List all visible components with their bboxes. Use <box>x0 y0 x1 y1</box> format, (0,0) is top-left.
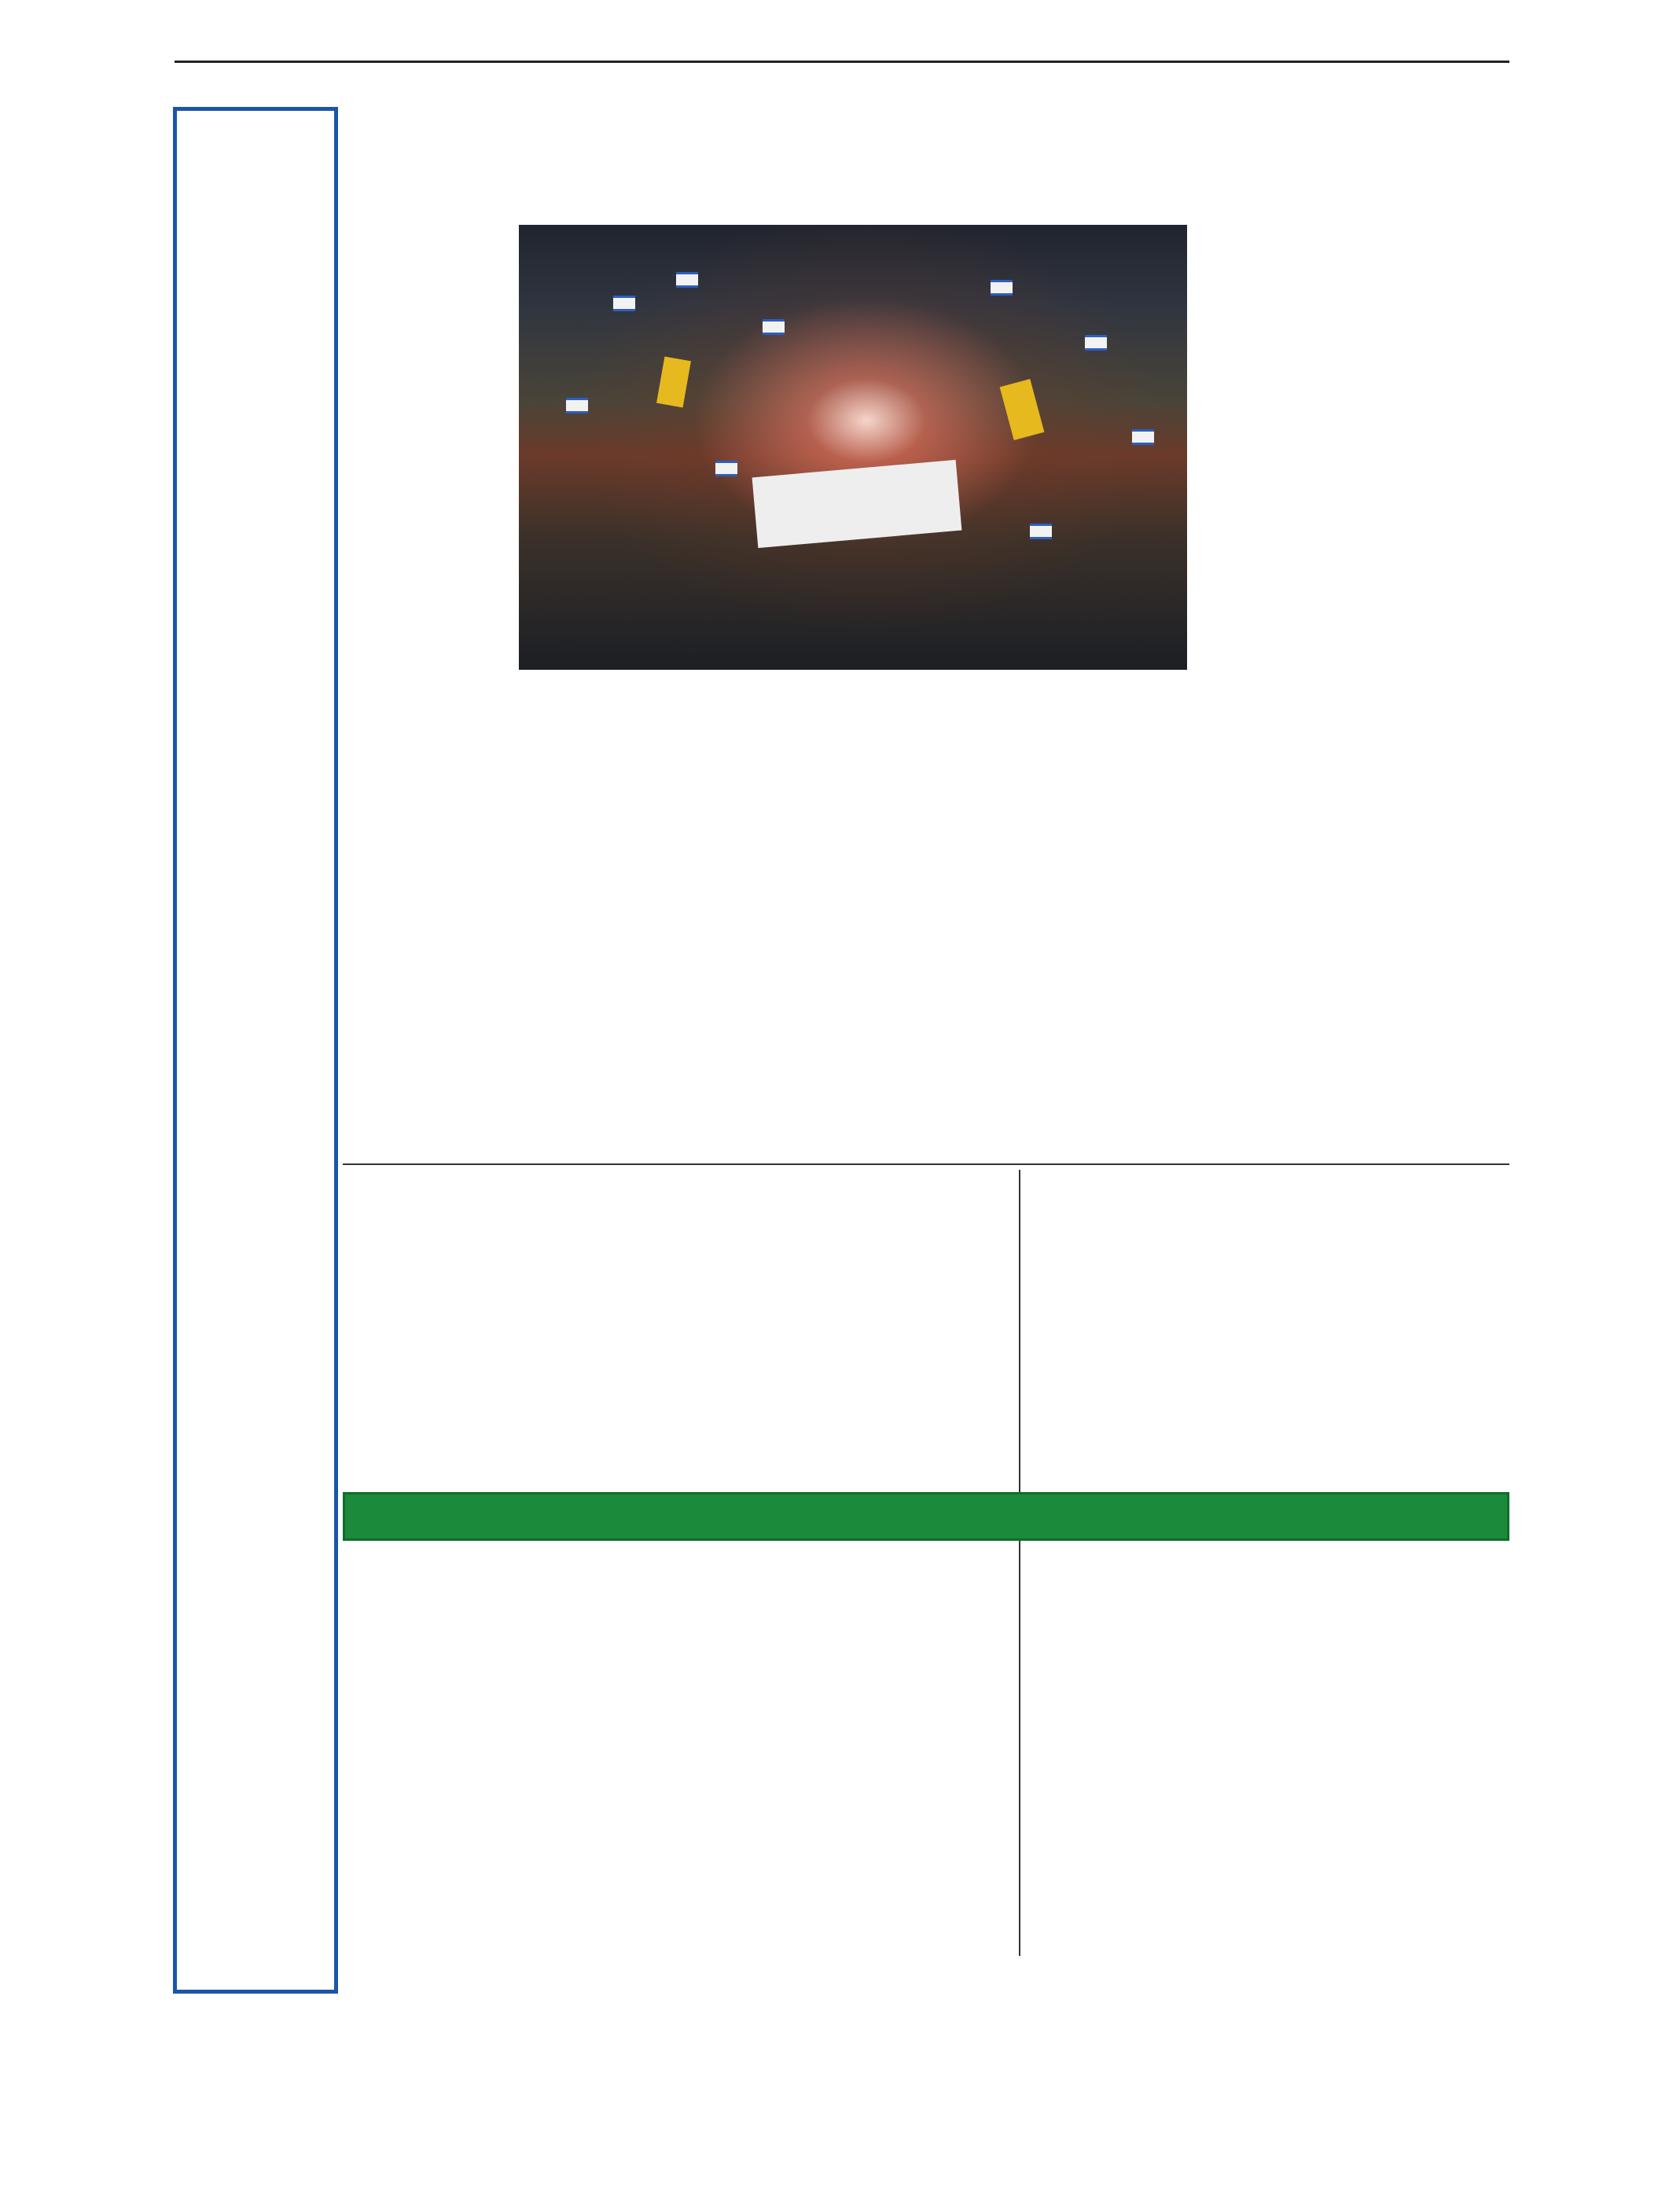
putin-col-1 <box>1027 1281 1181 1942</box>
rafah-col-1 <box>343 222 513 1157</box>
rafah-col-4 <box>849 753 1006 1157</box>
potpourri-banner <box>343 1492 1509 1541</box>
divider <box>1019 1170 1020 1956</box>
hush-col-2 <box>513 1281 670 1942</box>
eu-col-2 <box>1355 266 1509 1157</box>
hush-col-1 <box>346 1281 503 1942</box>
eu-col-1 <box>1195 266 1346 1157</box>
putin-col-3 <box>1354 1281 1509 1942</box>
rafah-col-2 <box>519 753 676 1157</box>
hush-col-4 <box>846 1281 1011 1942</box>
world-watch-column <box>173 107 338 1994</box>
divider <box>343 1163 1509 1165</box>
world-watch-logo <box>185 117 326 180</box>
hush-col-3 <box>679 1281 836 1942</box>
rafah-col-5 <box>1014 753 1179 1157</box>
putin-col-2 <box>1190 1281 1344 1942</box>
masthead <box>175 36 1509 63</box>
rafah-protest-photo <box>519 225 1187 670</box>
rafah-col-3 <box>684 753 841 1157</box>
